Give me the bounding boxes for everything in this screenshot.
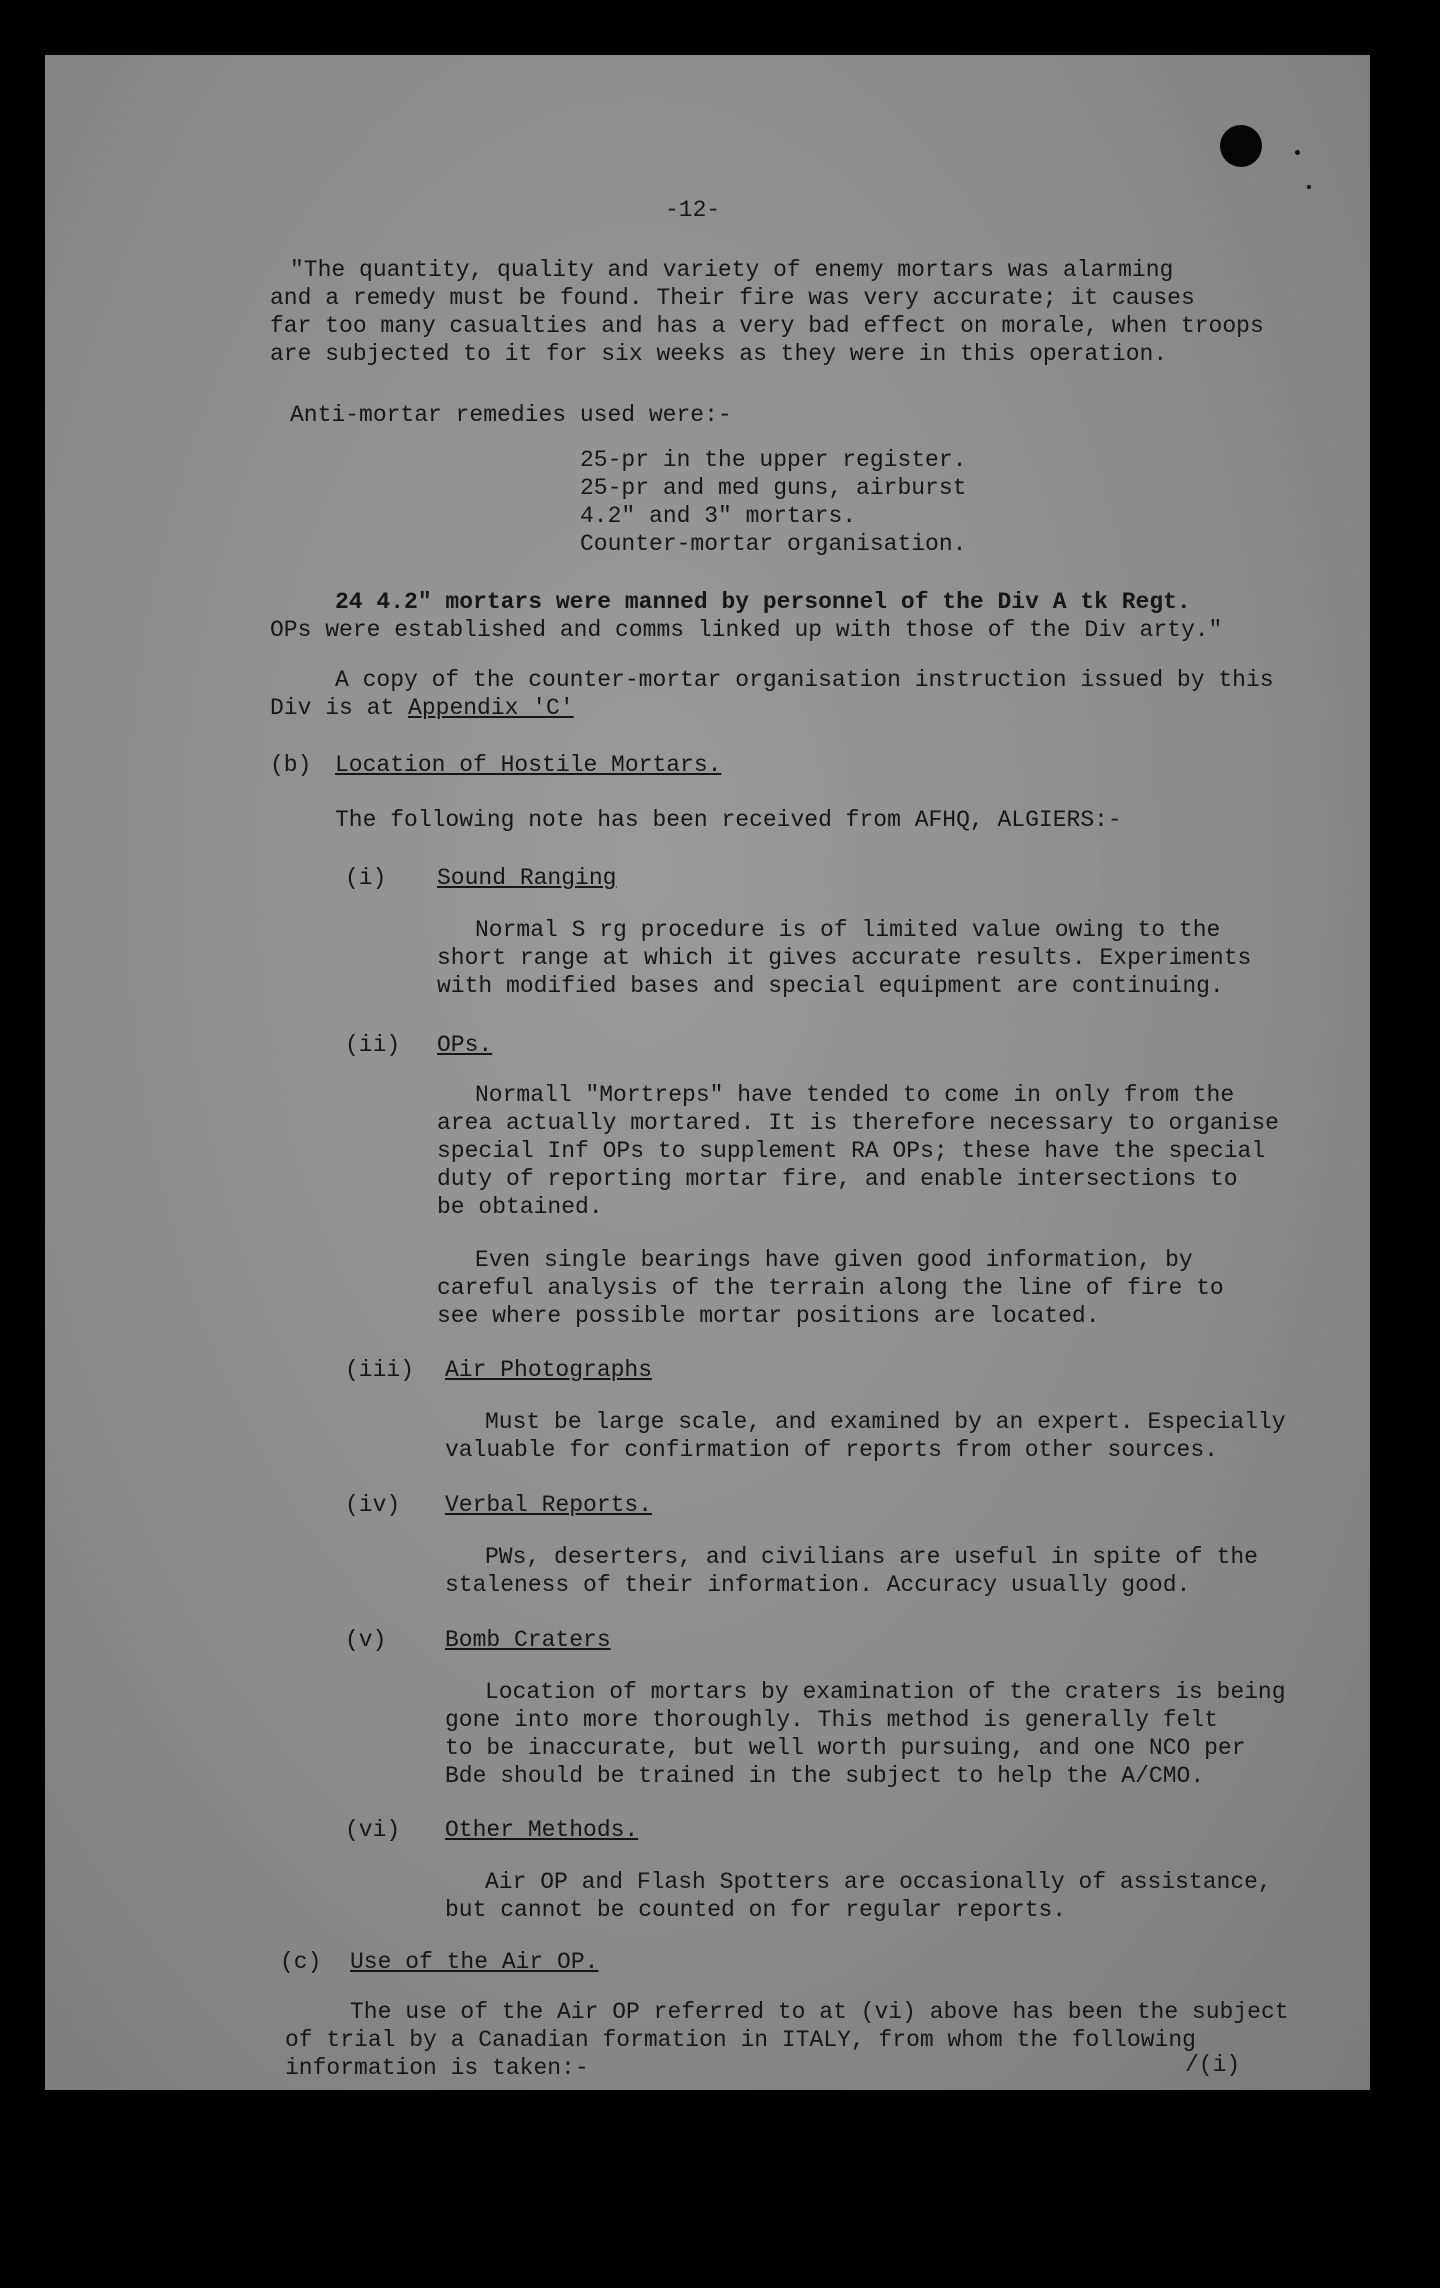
air-op-line: The use of the Air OP referred to at (vi) above has been the subject (350, 1999, 1289, 2025)
item-iii-heading: Air Photographs (445, 1357, 653, 1383)
section-b-heading: Location of Hostile Mortars. (335, 752, 722, 778)
copy-para-line: A copy of the counter-mortar organisation instruction issued by this (335, 667, 1274, 693)
note-intro: The following note has been received from AFHQ, ALGIERS:- (335, 807, 1122, 833)
item-iv-line: PWs, deserters, and civilians are useful in spite of the (485, 1544, 1258, 1570)
item-vi-line: but cannot be counted on for regular reports. (445, 1897, 1067, 1923)
air-op-line: information is taken:- (285, 2055, 589, 2081)
para-24-line: OPs were established and comms linked up with those of the Div arty." (270, 617, 1223, 643)
item-ii-marker: (ii) (345, 1032, 401, 1058)
item-iii-marker: (iii) (345, 1357, 415, 1383)
item-iv-line: staleness of their information. Accuracy usually good. (445, 1572, 1191, 1598)
item-i-heading: Sound Ranging (437, 865, 617, 891)
item-vi-line: Air OP and Flash Spotters are occasionally of assistance, (485, 1869, 1272, 1895)
para-24-line: 24 4.2" mortars were manned by personnel of the Div A tk Regt. (335, 589, 1191, 615)
copy-para-line: Div is at Appendix 'C' (270, 695, 574, 721)
page-number: -12- (665, 197, 721, 223)
item-ii-heading: OPs. (437, 1032, 493, 1058)
quote-line: and a remedy must be found. Their fire was very accurate; it causes (270, 285, 1195, 311)
section-b-marker: (b) (270, 752, 312, 778)
air-op-line: of trial by a Canadian formation in ITALY, from whom the following (285, 2027, 1196, 2053)
section-c-heading: Use of the Air OP. (350, 1949, 599, 1975)
remedy-item: Counter-mortar organisation. (580, 531, 967, 557)
item-ii-line: duty of reporting mortar fire, and enable intersections to (437, 1166, 1238, 1192)
remedy-item: 4.2" and 3" mortars. (580, 503, 857, 529)
ink-speck (1295, 150, 1300, 155)
item-i-marker: (i) (345, 865, 387, 891)
item-iv-heading: Verbal Reports. (445, 1492, 653, 1518)
item-v-line: gone into more thoroughly. This method is generally felt (445, 1707, 1218, 1733)
quote-line: far too many casualties and has a very bad effect on morale, when troops (270, 313, 1264, 339)
item-vi-marker: (vi) (345, 1817, 401, 1843)
item-iii-line: valuable for confirmation of reports from other sources. (445, 1437, 1218, 1463)
item-vi-heading: Other Methods. (445, 1817, 639, 1843)
item-v-line: Location of mortars by examination of the craters is being (485, 1679, 1286, 1705)
item-ii-line: see where possible mortar positions are located. (437, 1303, 1100, 1329)
item-ii-line: area actually mortared. It is therefore necessary to organise (437, 1110, 1279, 1136)
item-ii-line: special Inf OPs to supplement RA OPs; these have the special (437, 1138, 1266, 1164)
document-page (45, 55, 1370, 2090)
item-ii-line: Normall "Mortreps" have tended to come in only from the (475, 1082, 1235, 1108)
remedy-item: 25-pr in the upper register. (580, 447, 967, 473)
punch-hole (1220, 125, 1262, 167)
item-ii-line: be obtained. (437, 1194, 603, 1220)
quote-line: are subjected to it for six weeks as they were in this operation. (270, 341, 1168, 367)
item-ii-line: careful analysis of the terrain along the line of fire to (437, 1275, 1224, 1301)
item-v-heading: Bomb Craters (445, 1627, 611, 1653)
item-i-line: Normal S rg procedure is of limited value owing to the (475, 917, 1221, 943)
ink-speck (1307, 185, 1311, 189)
item-v-marker: (v) (345, 1627, 387, 1653)
item-i-line: with modified bases and special equipment are continuing. (437, 973, 1224, 999)
item-iii-line: Must be large scale, and examined by an expert. Especially (485, 1409, 1286, 1435)
item-v-line: to be inaccurate, but well worth pursuing, and one NCO per (445, 1735, 1246, 1761)
item-ii-line: Even single bearings have given good information, by (475, 1247, 1193, 1273)
quote-line: "The quantity, quality and variety of enemy mortars was alarming (290, 257, 1174, 283)
item-i-line: short range at which it gives accurate results. Experiments (437, 945, 1252, 971)
appendix-link: Appendix 'C' (408, 695, 574, 721)
item-v-line: Bde should be trained in the subject to help the A/CMO. (445, 1763, 1205, 1789)
catchword: /(i) (1185, 2052, 1241, 2078)
section-c-marker: (c) (280, 1949, 322, 1975)
remedies-intro: Anti-mortar remedies used were:- (290, 402, 732, 428)
remedy-item: 25-pr and med guns, airburst (580, 475, 967, 501)
item-iv-marker: (iv) (345, 1492, 401, 1518)
